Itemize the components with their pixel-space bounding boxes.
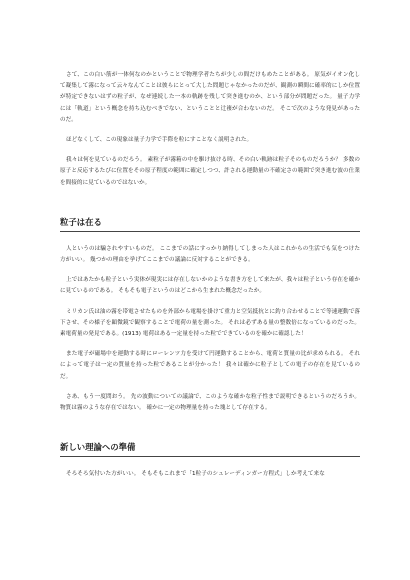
paragraph: 我々は何を見ているのだろう。 素粒子が霧箱の中を駆け抜ける時、その白い軌跡は粒子そのものだろうか？ 多数の原子と反応するたびに位置をその原子程度の範囲に確定しつつ、許される運動量の不確定さの範囲で突き進む波の仕業を間接的に見ているのではないか。 bbox=[60, 157, 360, 186]
paragraph: ミリカン氏は油の霧を帯電させたものを外部から電場を掛けて重力と空気抵抗とに釣り合わせることで等速運動で落下させ、その様子を顕微鏡で観察することで電荷の量を測った。 それは必ずある量の整数倍になっているのだった。 素電荷量の発見である。(1913) 電荷はある一定量を持った粒でできているのを確かに確認した！ bbox=[60, 308, 360, 338]
paragraph: ほどなくして、この現象は量子力学で手際を粒にすことなく説明された。 bbox=[66, 137, 253, 144]
section-heading: 新しい理論への準備 bbox=[60, 441, 360, 457]
section-heading: 粒子は在る bbox=[60, 216, 360, 232]
section-intro bbox=[60, 70, 360, 189]
paragraph: さて、この白い筋が一体何なのかということで物理学者たちが少しの間だけもめたことがある。 原気がイオン化して凝集して霧になって云々なんてことは彼らにとって大した問題じゃなかったのだが、観測の瞬間に確率的にしか位置が特定できないはずの粒子が、なぜ連続した一本の軌跡を残して突き進むのか、という部分が問題だった。 量子力学には「軌道」という概念を持ち込むべきでない、ということと辻褄が合わないのだ。 そこで次のような発見があったのだ。 bbox=[60, 72, 360, 123]
paragraph: 上ではあたかも粒子という実体が現実には存在しないかのような書き方をして来たが、我々は粒子という存在を確かに見ているのである。 そもそも電子というのはどこから生まれた概念だったか。 bbox=[60, 277, 360, 295]
section-new-theory bbox=[60, 441, 360, 480]
paragraph: そろそろ気付いた方がいい。 そもそもこれまで「1粒子のシュレーディンガー方程式」しか考えて来な bbox=[66, 471, 325, 478]
section-particles-exist bbox=[60, 216, 360, 414]
paragraph: 人というのは騙されやすいものだ。 ここまでの話にすっかり納得してしまった人はこれからの生活でも気をつけた方がいい。 幾つかの理由を挙げてここまでの議論に反対することができる。 bbox=[60, 245, 360, 264]
paragraph: さあ、もう一度問おう。 先の波動についての議論で、このような確かな粒子性まで説明できるというのだろうか。 物質は霧のような存在ではない。 確かに一定の物理量を持った塊として存在する。 bbox=[60, 393, 360, 412]
paragraph: また電子が磁場中を運動する時にローレンツ力を受けて円運動することから、電荷と質量の比が求められる。 それによって電子は一定の質量を持った粒であることが分かった！ 我々は確かに粒子としての電子の存在を見ているのだ。 bbox=[60, 351, 360, 380]
document-body bbox=[60, 70, 360, 489]
